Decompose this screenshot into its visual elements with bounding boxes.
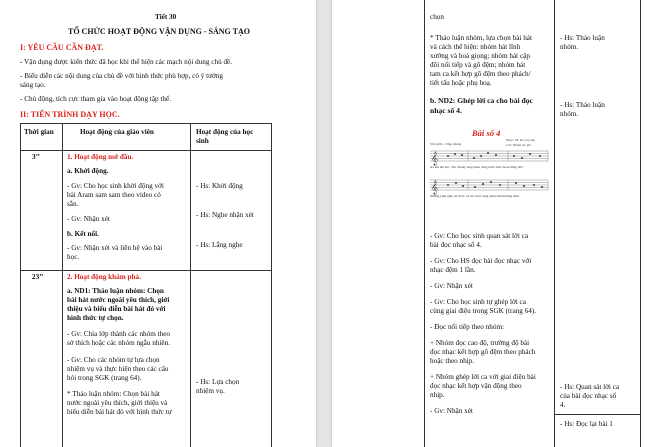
score-title: Bài số 4 [472,128,501,138]
goal-line: - Chủ động, tích cực tham gia vào hoạt động tập thể. [20,95,172,103]
table-border [271,123,272,447]
column-header-time: Thời gian [24,128,54,136]
goal-line: - Vận dụng được kiến thức đã học khi thể hiện các mạch nội dung chủ đề. [20,58,233,66]
svg-text:𝄞: 𝄞 [431,180,439,194]
column-header-student: Hoạt động của học [196,128,254,136]
student-text: - Hs: Quan sát lời ca [560,383,620,391]
teacher-text: hỏi trong SGK (trang 64). [67,374,142,382]
document-page-left [0,0,316,447]
goal-line: sáng tạo. [20,81,46,89]
student-text: - Hs: Thảo luận [560,34,605,42]
table-border [20,150,271,151]
score-composer: Nhạc: M. Ku-xta-xép [506,138,536,142]
teacher-text: sở thích hoặc các nhóm ngẫu nhiên. [67,339,170,347]
teacher-text: cùng giai điệu trong SGK (trang 64). [430,307,536,315]
teacher-text: học. [67,253,80,261]
table-border [554,414,640,415]
activity-subheading: b. Kết nối. [67,230,99,238]
goal-line: - Biểu diễn các nội dung của chủ đề với hình thức phù hợp, có ý tưởng [20,72,224,80]
time-cell: 3’’ [32,153,40,161]
teacher-text: nhạc đệm 1 lần. [430,266,476,274]
teacher-text: nhịp. [430,391,445,399]
student-text: - Hs: Đọc lại bài 1 [560,420,613,428]
teacher-text: - Gv: Cho học sinh khởi động với [67,182,164,190]
student-text: nhóm. [560,43,579,51]
teacher-text: tiết tấu hoặc phụ hoạ. [430,79,492,87]
document-page-right [332,0,650,447]
student-text: nhóm. [560,110,579,118]
student-text: - Hs: Lắng nghe [196,241,243,249]
svg-text:𝄞: 𝄞 [431,151,439,165]
teacher-text: - Gv: Cho học sinh tự ghép lời ca [430,298,526,306]
activity-subheading: a. Khởi động. [67,167,109,175]
table-border [20,123,21,447]
score-lyricist: Lời: Nhóm tác giả [506,143,531,147]
teacher-text: đọc nhạc kết hợp gõ đệm theo phách [430,348,536,356]
teacher-text: xướng và hoà giọng; nhóm hát cặp [430,52,530,60]
score-lyrics: Aa hát lên học. Trụ chung vang nhau cùng bước theo hoan tiếng ước. [430,165,524,169]
table-border [190,123,191,447]
teacher-text: * Thảo luận nhóm: Chọn bài hát [67,390,160,398]
teacher-text: biểu diễn bài hát đó với hình thức tự [67,408,172,416]
teacher-text: tam ca kết hợp gõ đệm theo phách/ [430,70,531,78]
teacher-text: - Gv: Chia lớp thành các nhóm theo [67,330,171,338]
activity-subheading: bài hát nước ngoài yêu thích, giới [67,296,170,304]
teacher-text: sẵn. [67,200,79,208]
teacher-text: + Nhóm ghép lời ca với giai điệu bài [430,373,536,381]
teacher-text: hoặc theo nhịp. [430,357,475,365]
teacher-text: nhiệm vụ và thực hiện theo các câu [67,365,169,373]
teacher-text: - Gv: Nhận xét và liên hệ vào bài [67,244,163,252]
table-border [62,123,63,447]
teacher-text: nước ngoài yêu thích, giới thiệu và [67,399,168,407]
sheet-music-image [428,125,550,223]
student-text: - Hs: Khởi động [196,182,243,190]
teacher-text: đôi nối tiếp và gõ đệm; nhóm hát [430,61,526,69]
teacher-text: bài Aram sam sam theo video có [67,191,161,199]
student-text: nhiệm vụ. [196,387,225,395]
teacher-text: đọc nhạc kết hợp vận động theo [430,382,522,390]
teacher-text: - Đọc nối tiếp theo nhóm: [430,323,505,331]
activity-subheading: nhạc số 4. [430,106,462,115]
teacher-text: bài đọc nhạc số 4. [430,241,482,249]
table-border [20,123,271,124]
score-lyrics: Những phút giây cứ chơi, cứ vui chơi cùng nhau đâu thương mến. [430,194,520,198]
teacher-text: - Gv: Cho HS đọc bài đọc nhạc với [430,257,532,265]
activity-subheading: thiệu và biểu diễn bài hát đó với [67,305,166,313]
table-border [20,270,271,271]
teacher-text: chọn [430,13,444,21]
section-heading-process: II: TIẾN TRÌNH DẠY HỌC. [20,110,120,119]
lesson-number: Tiết 30 [155,13,177,21]
column-header-student: sinh [196,137,209,145]
teacher-text: - Gv: Cho các nhóm tự lựa chọn [67,356,160,364]
activity-subheading: hình thức tự chọn. [67,314,124,322]
table-border [640,0,641,447]
teacher-text: - Gv: Nhận xét [67,215,110,223]
student-text: 4. [560,401,566,409]
section-heading-requirements: I: YÊU CẦU CẦN ĐẠT. [20,43,104,52]
table-border [424,0,425,447]
teacher-text: và cách thể hiện: nhóm hát lĩnh [430,43,521,51]
student-text: của bài đọc nhạc số [560,392,617,400]
activity-subheading: b. ND2: Ghép lời ca cho bài đọc [430,96,533,105]
activity-heading: 2. Hoạt động khám phá. [67,273,141,281]
page-title: TỔ CHỨC HOẠT ĐỘNG VẬN DỤNG - SÁNG TẠO [68,27,250,36]
teacher-text: - Gv: Nhận xét [430,282,473,290]
student-text: - Hs: Nghe nhận xét [196,211,254,219]
activity-heading: 1. Hoạt động mở đầu. [67,153,134,161]
column-header-teacher: Hoạt động của giáo viên [80,128,154,136]
music-staff-icon [428,125,550,223]
teacher-text: + Nhóm đọc cao độ, trường độ bài [430,339,530,347]
student-text: - Hs: Lựa chọn [196,378,240,386]
score-tempo: Vừa phải - Nhịp nhàng [430,142,462,146]
table-border [554,0,555,447]
activity-subheading: a. ND1: Thảo luận nhóm: Chọn [67,287,164,295]
student-text: - Hs: Thảo luận [560,101,605,109]
teacher-text: - Gv: Cho học sinh quan sát lời ca [430,232,529,240]
teacher-text: * Thảo luận nhóm, lựa chọn bài hát [430,34,532,42]
time-cell: 23’’ [32,273,44,281]
teacher-text: - Gv: Nhận xét [430,407,473,415]
